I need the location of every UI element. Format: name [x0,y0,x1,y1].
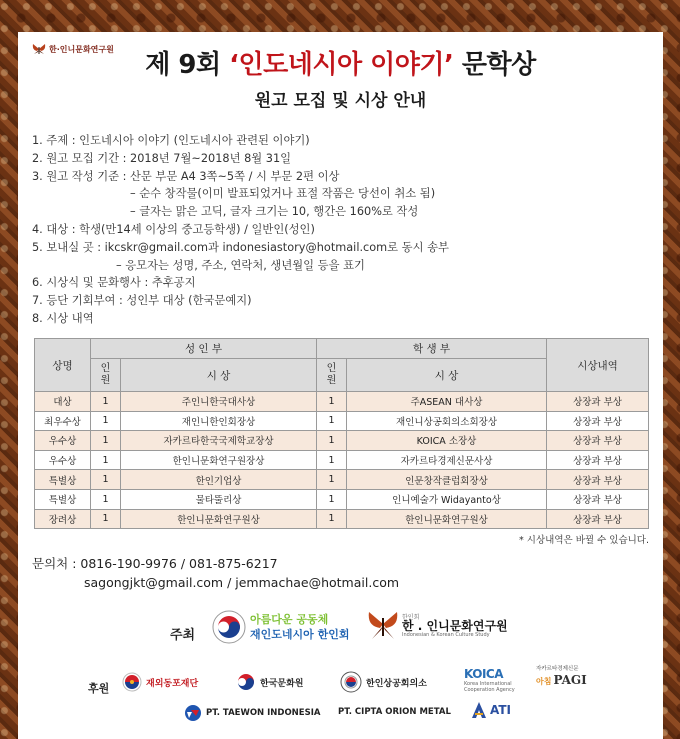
institute-name: 한 . 인니문화연구원 [402,618,508,633]
taewon-logo-icon [184,704,202,722]
chamber-of-commerce-emblem-icon [340,671,362,693]
list-item-ceremony: 6. 시상식 및 문화행사 : 추후공지 [32,276,196,290]
poster [18,32,663,739]
student-prize-cell: 자카르타경제신문사상 [347,450,547,470]
header-student-group: 학 생 부 [317,339,547,359]
table-row [35,431,649,451]
sponsor-label: 후원 [88,682,110,695]
detail-cell: 상장과 부상 [547,470,649,490]
table-row [35,411,649,431]
adult-count-cell: 1 [91,411,121,431]
student-prize-cell: 인니예술가 Widayanto상 [347,489,547,509]
sponsor-name-taewon: PT. TAEWON INDONESIA [206,708,321,718]
student-count-cell: 1 [317,411,347,431]
title-prefix: 제 9회 [145,50,230,80]
sponsor-chamber-of-commerce [340,671,427,693]
sponsor-name-ati: ATI [490,703,512,717]
list-item-debut: 7. 등단 기회부여 : 성인부 대상 (한국문예지) [32,294,252,308]
header-adult-prize: 시 상 [121,359,317,392]
sponsor-pagi [536,666,587,687]
sponsor-name-korean-cultural-center: 한국문화원 [260,678,304,689]
detail-cell: 상장과 부상 [547,489,649,509]
list-subitem-applicant-info: – 응모자는 성명, 주소, 연락처, 생년월일 등을 표기 [116,258,365,272]
student-count-cell: 1 [317,431,347,451]
student-count-cell: 1 [317,489,347,509]
list-item-awards: 8. 시상 내역 [32,311,94,325]
table-row [35,450,649,470]
header-student-prize: 시 상 [347,359,547,392]
sponsor-ati [472,702,511,718]
student-prize-cell: KOICA 소장상 [347,431,547,451]
adult-prize-cell: 자카르타한국국제학교장상 [121,431,317,451]
awards-table [34,338,649,529]
guideline-list [32,132,653,328]
list-item-eligibility: 4. 대상 : 학생(만14세 이상의 중고등학생) / 일반인(성인) [32,222,315,236]
detail-cell: 상장과 부상 [547,392,649,412]
header-detail: 시상내역 [547,339,649,392]
pagi-prefix: 아침 [536,677,552,686]
award-name-cell: 우수상 [35,450,91,470]
awards-table-body [35,392,649,529]
header-student-count: 인 원 [317,359,347,392]
student-prize-cell: 주ASEAN 대사상 [347,392,547,412]
award-name-cell: 우수상 [35,431,91,451]
detail-cell: 상장과 부상 [547,411,649,431]
pagi-logo-text: PAGI [553,673,587,687]
adult-count-cell: 1 [91,450,121,470]
host-label: 주최 [170,628,196,643]
sponsor-overseas-koreans [122,672,198,692]
adult-prize-cell: 재인니한인회장상 [121,411,317,431]
award-name-cell: 특별상 [35,489,91,509]
adult-count-cell: 1 [91,470,121,490]
contact-email: sagongjkt@gmail.com / jemmachae@hotmail.com [84,575,400,590]
institute-small-label: 한인회 [402,613,420,621]
adult-prize-cell: 물타뚤리상 [121,489,317,509]
title-highlight: ‘인도네시아 이야기’ [229,50,454,80]
adult-prize-cell: 한인니문화연구원상 [121,509,317,529]
detail-cell: 상장과 부상 [547,450,649,470]
header-award: 상명 [35,339,91,392]
table-row [35,509,649,529]
list-item-criteria: 3. 원고 작성 기준 : 산문 부문 A4 3쪽~5쪽 / 시 부문 2편 이상 [32,169,340,183]
award-name-cell: 장려상 [35,509,91,529]
koica-subtitle: Korea International Cooperation Agency [464,681,515,693]
contact-info [32,554,399,592]
award-name-cell: 특별상 [35,470,91,490]
sponsor-name-chamber-of-commerce: 한인상공회의소 [366,678,427,689]
list-subitem-originality: – 순수 창작물(이미 발표되었거나 표절 작품은 당선이 취소 됨) [130,187,436,201]
table-row [35,470,649,490]
adult-count-cell: 1 [91,431,121,451]
culture-institute-moth-icon [368,612,398,640]
list-item-submission: 5. 보내실 곳 : ikcskr@gmail.com과 indonesiastory@hotmail.com로 동시 송부 [32,240,449,254]
sponsor-koica [464,667,526,693]
adult-prize-cell: 한인기업상 [121,470,317,490]
institute-english-name: Indonesian & Korean Culture Study [402,631,490,638]
student-count-cell: 1 [317,509,347,529]
adult-count-cell: 1 [91,489,121,509]
awards-note: * 시상내역은 바뀔 수 있습니다. [519,535,649,546]
award-name-cell: 대상 [35,392,91,412]
overseas-koreans-logo-icon [122,672,142,692]
host-culture-institute [368,612,508,640]
table-row [35,489,649,509]
sponsor-korean-cultural-center [236,672,303,692]
koica-logo-text: KOICA [464,667,504,681]
sponsor-taewon [184,704,320,722]
host-korean-association [212,610,349,644]
list-item-period: 2. 원고 모집 기간 : 2018년 7월~2018년 8월 31일 [32,151,292,165]
student-count-cell: 1 [317,470,347,490]
detail-cell: 상장과 부상 [547,431,649,451]
pagi-subtitle: 자카르타경제신문 [536,666,579,672]
contact-phone: 문의처 : 0816-190-9976 / 081-875-6217 [32,556,278,571]
sponsor-name-overseas-koreans: 재외동포재단 [146,678,199,689]
sponsor-name-cipta-orion: PT. CIPTA ORION METAL [338,707,451,717]
award-name-cell: 최우수상 [35,411,91,431]
student-count-cell: 1 [317,450,347,470]
association-slogan: 아름다운 공동체 [250,613,329,626]
student-prize-cell: 한인니문화연구원상 [347,509,547,529]
sponsor-cipta-orion [338,707,451,717]
header-adult-count: 인 원 [91,359,121,392]
adult-prize-cell: 한인니문화연구원장상 [121,450,317,470]
table-row [35,392,649,412]
student-prize-cell: 인문창작클럽회장상 [347,470,547,490]
list-subitem-format: – 글자는 맑은 고딕, 글자 크기는 10, 행간은 160%로 작성 [130,205,419,219]
title-suffix: 문학상 [453,50,536,80]
page-subtitle: 원고 모집 및 시상 안내 [254,91,427,111]
student-prize-cell: 재인니상공회의소회장상 [347,411,547,431]
detail-cell: 상장과 부상 [547,509,649,529]
adult-prize-cell: 주인니한국대사상 [121,392,317,412]
page-title [18,44,663,81]
student-count-cell: 1 [317,392,347,412]
ati-logo-icon [472,702,486,718]
header-adult-group: 성 인 부 [91,339,317,359]
institute-logo-text: 한·인니문화연구원 [49,45,114,54]
korean-association-emblem-icon [212,610,246,644]
adult-count-cell: 1 [91,509,121,529]
association-name: 재인도네시아 한인회 [250,628,350,641]
korean-cultural-center-logo-icon [236,672,256,692]
list-item-topic: 1. 주제 : 인도네시아 이야기 (인도네시아 관련된 이야기) [32,134,310,147]
adult-count-cell: 1 [91,392,121,412]
